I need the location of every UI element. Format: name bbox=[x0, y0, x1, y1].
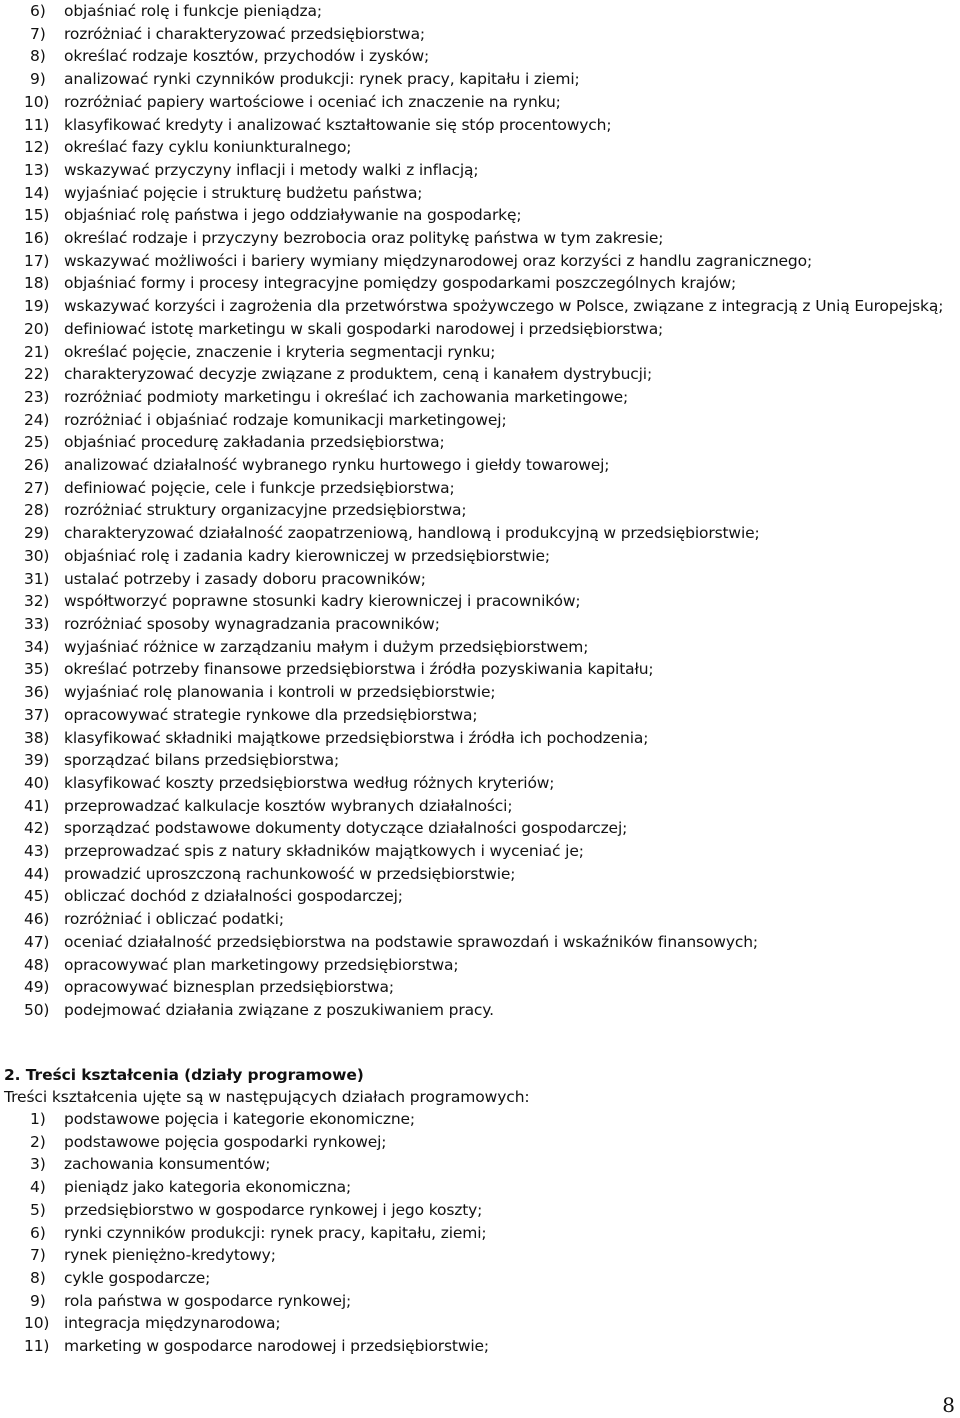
list-item-text: rozróżniać i obliczać podatki; bbox=[64, 910, 284, 929]
list-item-text: rynek pieniężno-kredytowy; bbox=[64, 1246, 276, 1265]
list-item-number: 28) bbox=[24, 501, 50, 520]
list-item bbox=[24, 1131, 954, 1154]
list-item-text: przeprowadzać spis z natury składników majątkowych i wyceniać je; bbox=[64, 842, 584, 861]
list-item bbox=[24, 1108, 954, 1131]
list-item-number: 49) bbox=[24, 978, 50, 997]
list-item-text: charakteryzować działalność zaopatrzeniową, handlową i produkcyjną w przedsiębiorstwie; bbox=[64, 524, 760, 543]
list-item bbox=[24, 318, 954, 341]
list-item-number: 38) bbox=[24, 728, 50, 747]
list-item-text: ustalać potrzeby i zasady doboru pracowników; bbox=[64, 569, 426, 588]
list-item-text: zachowania konsumentów; bbox=[64, 1155, 271, 1174]
list-item bbox=[24, 499, 954, 522]
list-item bbox=[24, 931, 954, 954]
list-item bbox=[24, 477, 954, 500]
list-item-number: 34) bbox=[24, 637, 50, 656]
list-item-text: rozróżniać struktury organizacyjne przedsiębiorstwa; bbox=[64, 501, 467, 520]
list-item-text: określać fazy cyklu koniunkturalnego; bbox=[64, 138, 352, 157]
list-item-text: podstawowe pojęcia i kategorie ekonomiczne; bbox=[64, 1110, 415, 1128]
list-item-number: 40) bbox=[24, 773, 50, 792]
page-number: 8 bbox=[942, 1393, 955, 1417]
list-item bbox=[24, 386, 954, 409]
list-item bbox=[24, 1244, 954, 1267]
list-item-number: 32) bbox=[24, 592, 50, 611]
list-item bbox=[24, 1199, 954, 1222]
list-item bbox=[24, 23, 954, 46]
list-item-text: określać pojęcie, znaczenie i kryteria segmentacji rynku; bbox=[64, 342, 496, 361]
list-item-text: objaśniać rolę i zadania kadry kierowniczej w przedsiębiorstwie; bbox=[64, 546, 550, 565]
list-item-text: pieniądz jako kategoria ekonomiczna; bbox=[64, 1178, 352, 1197]
list-item-number: 19) bbox=[24, 297, 50, 316]
list-item bbox=[24, 114, 954, 137]
list-item-text: klasyfikować kredyty i analizować kształtowanie się stóp procentowych; bbox=[64, 115, 612, 134]
list-item bbox=[24, 954, 954, 977]
objectives-list bbox=[24, 0, 954, 1022]
list-item-number: 48) bbox=[24, 955, 50, 974]
list-item bbox=[24, 590, 954, 613]
list-item-text: charakteryzować decyzje związane z produktem, ceną i kanałem dystrybucji; bbox=[64, 365, 653, 384]
list-item-number: 35) bbox=[24, 660, 50, 679]
list-item-text: opracowywać strategie rynkowe dla przedsiębiorstwa; bbox=[64, 705, 478, 724]
list-item-text: integracja międzynarodowa; bbox=[64, 1314, 281, 1333]
list-item bbox=[24, 999, 954, 1022]
list-item bbox=[24, 1335, 954, 1358]
list-item-text: przedsiębiorstwo w gospodarce rynkowej i jego koszty; bbox=[64, 1200, 483, 1219]
list-item bbox=[24, 68, 954, 91]
list-item-number: 39) bbox=[24, 751, 50, 770]
list-item-number: 11) bbox=[24, 115, 50, 134]
list-item-number: 30) bbox=[24, 546, 50, 565]
list-item bbox=[24, 250, 954, 273]
list-item-number: 2) bbox=[30, 1132, 46, 1151]
list-item-text: współtworzyć poprawne stosunki kadry kierowniczej i pracowników; bbox=[64, 592, 581, 611]
list-item-number: 12) bbox=[24, 138, 50, 157]
list-item bbox=[24, 1176, 954, 1199]
list-item-text: klasyfikować koszty przedsiębiorstwa według różnych kryteriów; bbox=[64, 773, 555, 792]
list-item-text: wskazywać możliwości i bariery wymiany międzynarodowej oraz korzyści z handlu zagranicznego; bbox=[64, 251, 813, 270]
list-item-number: 36) bbox=[24, 683, 50, 702]
list-item-number: 11) bbox=[24, 1337, 50, 1356]
list-item-text: rynki czynników produkcji: rynek pracy, kapitału, ziemi; bbox=[64, 1223, 487, 1242]
list-item bbox=[24, 227, 954, 250]
list-item-text: określać rodzaje i przyczyny bezrobocia oraz politykę państwa w tym zakresie; bbox=[64, 229, 664, 248]
list-item-text: definiować istotę marketingu w skali gospodarki narodowej i przedsiębiorstwa; bbox=[64, 319, 664, 338]
list-item bbox=[24, 976, 954, 999]
list-item-number: 10) bbox=[24, 92, 50, 111]
list-item-text: opracowywać biznesplan przedsiębiorstwa; bbox=[64, 978, 394, 997]
list-item-text: objaśniać rolę państwa i jego oddziaływanie na gospodarkę; bbox=[64, 206, 522, 225]
list-item-text: analizować działalność wybranego rynku hurtowego i giełdy towarowej; bbox=[64, 456, 610, 475]
list-item bbox=[24, 431, 954, 454]
list-item bbox=[24, 1312, 954, 1335]
list-item-text: rozróżniać podmioty marketingu i określać ich zachowania marketingowe; bbox=[64, 387, 629, 406]
list-item-text: sporządzać podstawowe dokumenty dotyczące działalności gospodarczej; bbox=[64, 819, 628, 838]
list-item bbox=[24, 772, 954, 795]
list-item-number: 7) bbox=[30, 24, 46, 43]
list-item-text: wyjaśniać pojęcie i strukturę budżetu państwa; bbox=[64, 183, 423, 202]
list-item-text: rozróżniać papiery wartościowe i oceniać ich znaczenie na rynku; bbox=[64, 92, 561, 111]
list-item bbox=[24, 204, 954, 227]
list-item-text: oceniać działalność przedsiębiorstwa na podstawie sprawozdań i wskaźników finansowych; bbox=[64, 932, 758, 951]
list-item bbox=[24, 0, 954, 23]
section-heading: 2. Treści kształcenia (działy programowe) bbox=[4, 1066, 364, 1084]
list-item-number: 22) bbox=[24, 365, 50, 384]
list-item-number: 10) bbox=[24, 1314, 50, 1333]
list-item-text: marketing w gospodarce narodowej i przedsiębiorstwie; bbox=[64, 1337, 490, 1356]
list-item-text: wyjaśniać różnice w zarządzaniu małym i dużym przedsiębiorstwem; bbox=[64, 637, 589, 656]
list-item-text: objaśniać formy i procesy integracyjne pomiędzy gospodarkami poszczególnych krajów; bbox=[64, 274, 737, 293]
list-item-number: 8) bbox=[30, 1268, 46, 1287]
list-item-text: rozróżniać sposoby wynagradzania pracowników; bbox=[64, 614, 440, 633]
list-item bbox=[24, 749, 954, 772]
list-item-text: sporządzać bilans przedsiębiorstwa; bbox=[64, 751, 340, 770]
list-item-text: podejmować działania związane z poszukiwaniem pracy. bbox=[64, 1000, 494, 1019]
list-item-number: 20) bbox=[24, 319, 50, 338]
list-item-number: 44) bbox=[24, 864, 50, 883]
list-item-text: opracowywać plan marketingowy przedsiębiorstwa; bbox=[64, 955, 459, 974]
list-item bbox=[24, 613, 954, 636]
list-item-text: definiować pojęcie, cele i funkcje przedsiębiorstwa; bbox=[64, 478, 455, 497]
list-item-number: 23) bbox=[24, 387, 50, 406]
list-item-number: 6) bbox=[30, 2, 46, 20]
list-item-number: 45) bbox=[24, 887, 50, 906]
list-item-number: 41) bbox=[24, 796, 50, 815]
list-item bbox=[24, 91, 954, 114]
list-item bbox=[24, 840, 954, 863]
list-item-number: 13) bbox=[24, 160, 50, 179]
list-item-number: 37) bbox=[24, 705, 50, 724]
list-item bbox=[24, 704, 954, 727]
list-item-number: 9) bbox=[30, 1291, 46, 1310]
list-item-number: 4) bbox=[30, 1178, 46, 1197]
list-item-number: 5) bbox=[30, 1200, 46, 1219]
list-item-text: rozróżniać i charakteryzować przedsiębiorstwa; bbox=[64, 24, 425, 43]
list-item bbox=[24, 272, 954, 295]
list-item-text: prowadzić uproszczoną rachunkowość w przedsiębiorstwie; bbox=[64, 864, 516, 883]
list-item bbox=[24, 409, 954, 432]
list-item bbox=[24, 45, 954, 68]
list-item-number: 24) bbox=[24, 410, 50, 429]
list-item-number: 3) bbox=[30, 1155, 46, 1174]
list-item bbox=[24, 817, 954, 840]
list-item-text: cykle gospodarcze; bbox=[64, 1268, 211, 1287]
list-item bbox=[24, 1153, 954, 1176]
list-item bbox=[24, 636, 954, 659]
list-item bbox=[24, 182, 954, 205]
list-item-text: rola państwa w gospodarce rynkowej; bbox=[64, 1291, 352, 1310]
list-item-number: 17) bbox=[24, 251, 50, 270]
list-item bbox=[24, 363, 954, 386]
list-item bbox=[24, 885, 954, 908]
list-item-number: 26) bbox=[24, 456, 50, 475]
list-item bbox=[24, 908, 954, 931]
list-item-text: wskazywać przyczyny inflacji i metody walki z inflacją; bbox=[64, 160, 479, 179]
list-item bbox=[24, 658, 954, 681]
list-item-number: 9) bbox=[30, 70, 46, 89]
list-item-number: 33) bbox=[24, 614, 50, 633]
list-item-number: 31) bbox=[24, 569, 50, 588]
list-item-text: określać potrzeby finansowe przedsiębiorstwa i źródła pozyskiwania kapitału; bbox=[64, 660, 654, 679]
list-item-number: 18) bbox=[24, 274, 50, 293]
list-item-text: wskazywać korzyści i zagrożenia dla przetwórstwa spożywczego w Polsce, związane z integracją z Unią Europejską; bbox=[64, 297, 944, 316]
list-item-text: określać rodzaje kosztów, przychodów i zysków; bbox=[64, 47, 430, 66]
program-sections-list bbox=[24, 1108, 954, 1358]
list-item-number: 1) bbox=[30, 1110, 46, 1128]
list-item bbox=[24, 1290, 954, 1313]
section-intro: Treści kształcenia ujęte są w następujących działach programowych: bbox=[4, 1088, 530, 1106]
list-item-text: objaśniać rolę i funkcje pieniądza; bbox=[64, 2, 322, 20]
list-item-text: klasyfikować składniki majątkowe przedsiębiorstwa i źródła ich pochodzenia; bbox=[64, 728, 649, 747]
list-item bbox=[24, 454, 954, 477]
list-item bbox=[24, 568, 954, 591]
list-item bbox=[24, 522, 954, 545]
list-item-number: 6) bbox=[30, 1223, 46, 1242]
list-item bbox=[24, 1267, 954, 1290]
list-item bbox=[24, 295, 954, 318]
list-item-number: 27) bbox=[24, 478, 50, 497]
list-item-number: 50) bbox=[24, 1000, 50, 1019]
list-item-number: 25) bbox=[24, 433, 50, 452]
list-item-number: 47) bbox=[24, 932, 50, 951]
list-item-number: 42) bbox=[24, 819, 50, 838]
list-item-text: analizować rynki czynników produkcji: rynek pracy, kapitału i ziemi; bbox=[64, 70, 580, 89]
list-item bbox=[24, 727, 954, 750]
list-item bbox=[24, 136, 954, 159]
list-item-number: 43) bbox=[24, 842, 50, 861]
list-item bbox=[24, 159, 954, 182]
list-item-number: 29) bbox=[24, 524, 50, 543]
list-item-number: 15) bbox=[24, 206, 50, 225]
list-item-number: 16) bbox=[24, 229, 50, 248]
list-item-text: objaśniać procedurę zakładania przedsiębiorstwa; bbox=[64, 433, 445, 452]
list-item-number: 8) bbox=[30, 47, 46, 66]
list-item-text: przeprowadzać kalkulacje kosztów wybranych działalności; bbox=[64, 796, 513, 815]
list-item-number: 14) bbox=[24, 183, 50, 202]
list-item-text: rozróżniać i objaśniać rodzaje komunikacji marketingowej; bbox=[64, 410, 507, 429]
list-item-text: obliczać dochód z działalności gospodarczej; bbox=[64, 887, 403, 906]
list-item bbox=[24, 863, 954, 886]
list-item-number: 46) bbox=[24, 910, 50, 929]
list-item-number: 21) bbox=[24, 342, 50, 361]
list-item-text: podstawowe pojęcia gospodarki rynkowej; bbox=[64, 1132, 387, 1151]
list-item bbox=[24, 795, 954, 818]
list-item bbox=[24, 1222, 954, 1245]
list-item bbox=[24, 545, 954, 568]
list-item-text: wyjaśniać rolę planowania i kontroli w przedsiębiorstwie; bbox=[64, 683, 496, 702]
list-item-number: 7) bbox=[30, 1246, 46, 1265]
list-item bbox=[24, 681, 954, 704]
list-item bbox=[24, 341, 954, 364]
